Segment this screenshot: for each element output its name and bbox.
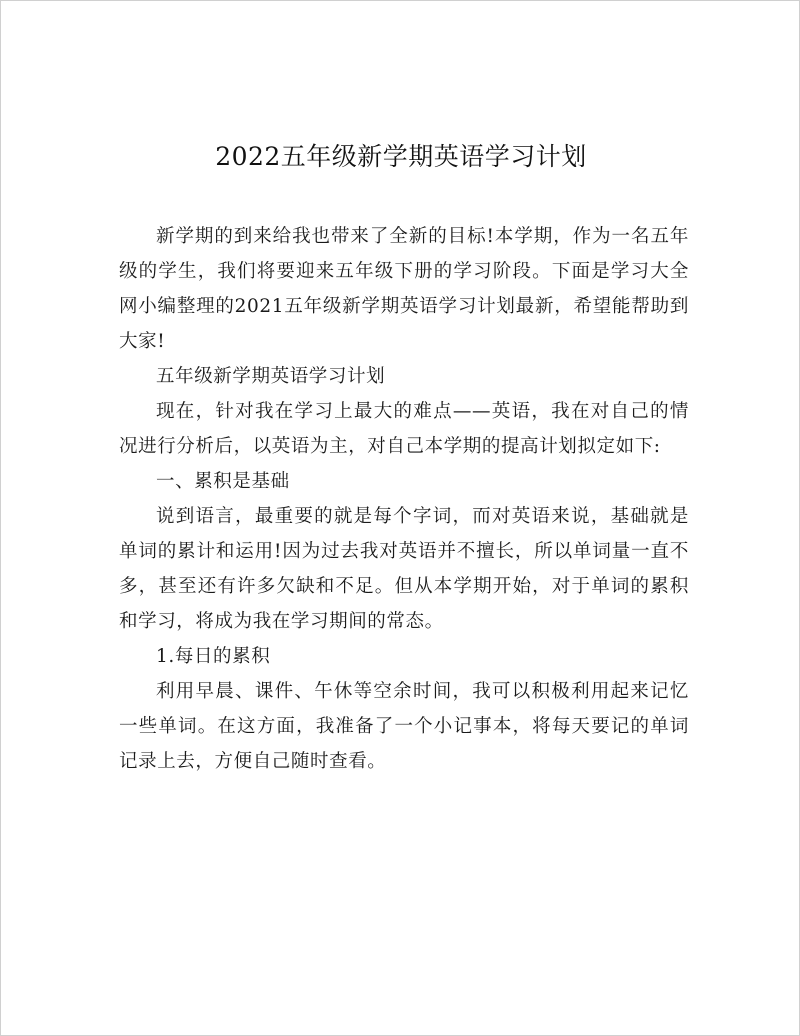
accumulation-paragraph: 说到语言，最重要的就是每个字词，而对英语来说，基础就是单词的累计和运用!因为过去我对英语并不擅长，所以单词量一直不多，甚至还有许多欠缺和不足。但从本学期开始，对于单词的累积和学习，将成为我在学习期间的常态。 xyxy=(119,506,689,632)
context-paragraph: 现在，针对我在学习上最大的难点——英语，我在对自己的情况进行分析后，以英语为主，对自己本学期的提高计划拟定如下: xyxy=(119,401,689,457)
subsection-heading-daily: 1.每日的累积 xyxy=(156,646,271,667)
daily-paragraph: 利用早晨、课件、午休等空余时间，我可以积极利用起来记忆一些单词。在这方面，我准备了一个小记事本，将每天要记的单词记录上去，方便自己随时查看。 xyxy=(119,681,689,772)
document-title: 2022五年级新学期英语学习计划 xyxy=(215,142,587,171)
section-heading-accumulation: 一、累积是基础 xyxy=(156,471,290,492)
intro-paragraph: 新学期的到来给我也带来了全新的目标!本学期，作为一名五年级的学生，我们将要迎来五年级下册的学习阶段。下面是学习大全网小编整理的2021五年级新学期英语学习计划最新，希望能帮助到大家! xyxy=(119,226,689,352)
plan-heading: 五年级新学期英语学习计划 xyxy=(156,366,386,387)
document-body xyxy=(119,219,689,779)
